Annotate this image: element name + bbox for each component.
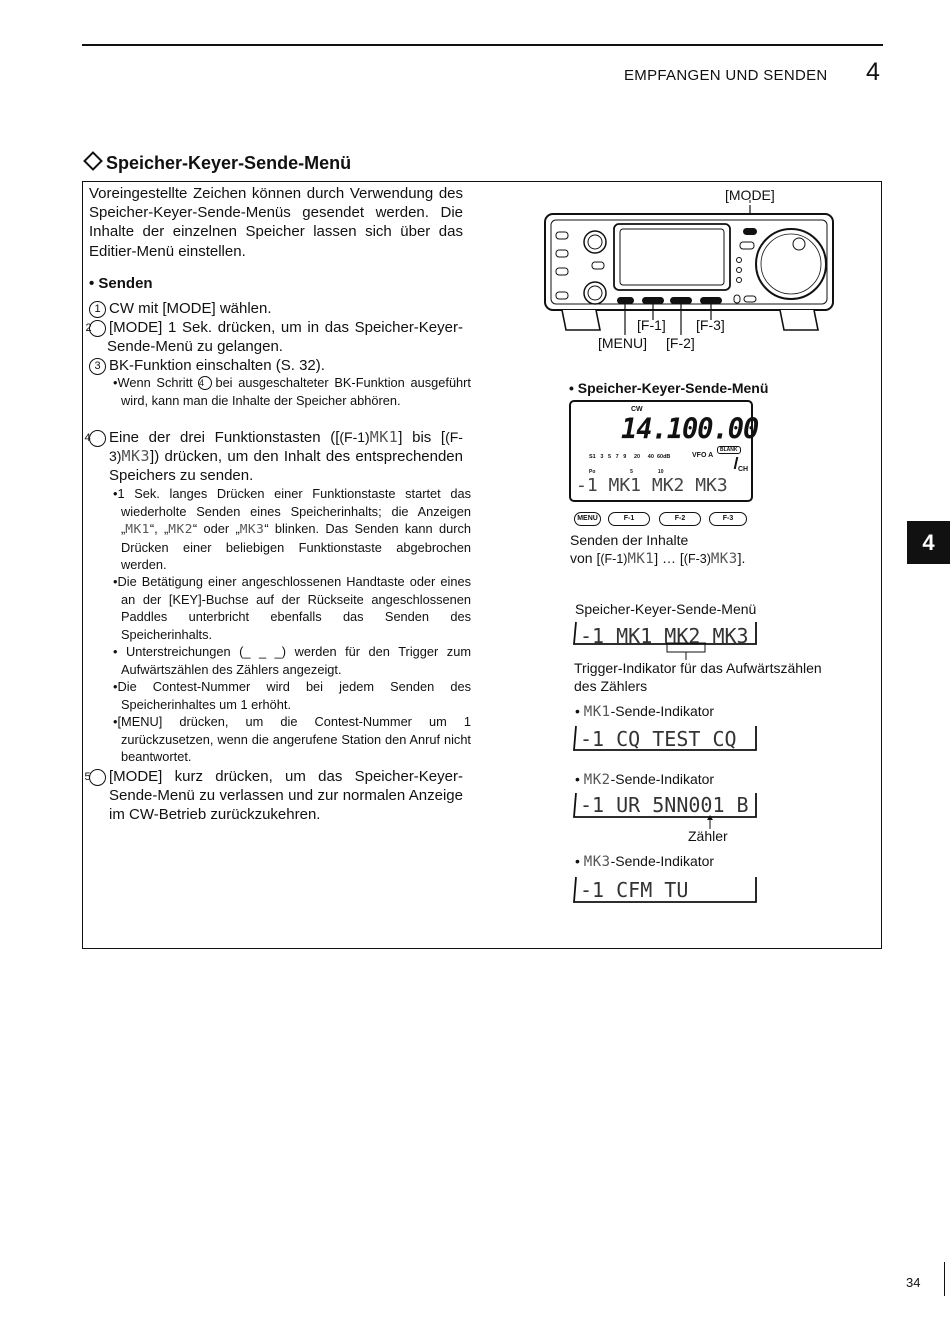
counter-label: Zähler xyxy=(688,828,728,844)
step-4-bullet-2: •Die Betätigung einer angeschlossenen Handtaste oder eines an der [KEY]-Buchse auf der Rückseite angeschlossenen Paddles unterbricht ebenfalls das Senden des Speicherinhalts. xyxy=(113,574,471,642)
example-mk3-line: -1 CFM TU xyxy=(580,878,689,902)
lcd-ch: CH xyxy=(738,466,749,473)
step-4-bullet-1: •1 Sek. langes Drücken einer Funktionstaste startet das wiederholte Senden eines Speicherinhalts; die Anzeigen „MK1“, „MK2“ oder „MK3“ blinken. Das Senden kann durch Drücken einer beliebigen Funktionstaste abgebrochen werden. xyxy=(113,486,471,573)
key-f2[interactable]: F-2 xyxy=(659,512,701,526)
lcd-mode: CW xyxy=(631,406,643,413)
mk2-caption: • MK2-Sende-Indikator xyxy=(575,771,715,788)
step-3-text: BK-Funktion einschalten (S. 32). xyxy=(109,357,325,374)
example-mk2-line: -1 UR 5NN001 B xyxy=(580,793,749,817)
lcd-frequency: 14.100.00 xyxy=(621,413,759,446)
senden-heading-text: Senden xyxy=(98,275,153,292)
f1-label: [F-1] xyxy=(637,317,666,333)
step-1 xyxy=(89,299,463,318)
step-2-number: 2 xyxy=(89,320,106,337)
lcd-blank: BLANK xyxy=(717,446,741,454)
chapter-number: 4 xyxy=(866,58,880,86)
display-note-line-1: Senden der Inhalte xyxy=(570,532,689,548)
s-meter-scale: S1 3 5 7 9 20 40 60dB xyxy=(589,454,671,460)
diamond-icon xyxy=(83,151,103,171)
lcd-vfo: VFO A xyxy=(692,452,714,459)
step-3-note: •Wenn Schritt 4 bei ausgeschalteter BK-Funktion ausgeführt wird, kann man die Inhalte der Speicher abhören. xyxy=(113,375,471,408)
example-mk1-line: -1 CQ TEST CQ xyxy=(580,727,737,751)
po-scale: Po 5 10 xyxy=(589,469,664,475)
mode-label: [MODE] xyxy=(725,187,775,203)
example-menu-line: -1 MK1 MK2 MK3 xyxy=(580,624,749,648)
mk1-caption: • MK1-Sende-Indikator xyxy=(575,703,715,720)
senden-heading: • Senden xyxy=(89,275,153,292)
step-2 xyxy=(85,318,463,356)
key-menu[interactable]: MENU xyxy=(574,512,601,526)
intro-paragraph: Voreingestellte Zeichen können durch Verwendung des Speicher-Keyer-Sende-Menüs gesendet werden. Die Inhalte der einzelnen Speicher lassen sich über das Editier-Menü einstellen. xyxy=(89,185,463,260)
section-title xyxy=(82,153,351,174)
step-5-text: [MODE] kurz drücken, um das Speicher-Keyer-Sende-Menü zu verlassen und zur normalen Anzeige im CW-Betrieb zurückzukehren. xyxy=(109,768,463,824)
mk3-caption: • MK3-Sende-Indikator xyxy=(575,853,715,870)
step-5-number: 5 xyxy=(89,769,106,786)
step-1-text: CW mit [MODE] wählen. xyxy=(109,300,272,317)
chapter-side-tab: 4 xyxy=(907,521,950,564)
step-1-number: 1 xyxy=(89,301,106,318)
section-title-text: Speicher-Keyer-Sende-Menü xyxy=(106,153,352,173)
display-caption: • Speicher-Keyer-Sende-Menü xyxy=(569,380,769,396)
f3-label: [F-3] xyxy=(696,317,725,333)
f2-label: [F-2] xyxy=(666,335,695,351)
key-f3[interactable]: F-3 xyxy=(709,512,747,526)
transceiver-illustration xyxy=(540,200,840,360)
step-4-bullet-3: • Unterstreichungen (_ _ _) werden für den Trigger zum Aufwärtszählen des Zählers angezeigt. xyxy=(113,644,471,677)
display-note xyxy=(570,532,745,568)
step-4-bullet-4: •Die Contest-Nummer wird bei jedem Senden des Speicherinhaltes um 1 erhöht. xyxy=(113,679,471,712)
page-number-rule xyxy=(944,1262,945,1296)
step-3-note-number: 4 xyxy=(198,376,212,390)
lcd-menu-line: -1 MK1 MK2 MK3 xyxy=(576,475,728,496)
step-4-number: 4 xyxy=(89,430,106,447)
chapter-title: EMPFANGEN UND SENDEN xyxy=(624,67,828,84)
trigger-indicator-note: Trigger-Indikator für das Aufwärtszählen des Zählers xyxy=(574,660,822,694)
step-2-text: [MODE] 1 Sek. drücken, um in das Speicher-Keyer-Sende-Menü zu gelangen. xyxy=(107,319,463,356)
key-f1[interactable]: F-1 xyxy=(608,512,650,526)
step-4: 4 Eine der drei Funktionstasten ([(F-1)MK1] bis [(F-3)MK3]) drücken, um den Inhalt des entsprechenden Speichers zu senden. xyxy=(84,428,463,485)
step-3-number: 3 xyxy=(89,358,106,375)
menu-label: [MENU] xyxy=(598,335,647,351)
lcd-display xyxy=(569,400,759,502)
header-rule xyxy=(82,44,883,46)
step-5 xyxy=(84,767,463,825)
page-number: 34 xyxy=(906,1275,921,1290)
examples-menu-title: Speicher-Keyer-Sende-Menü xyxy=(575,601,757,617)
step-3 xyxy=(89,356,463,375)
display-note-line-2: von [(F-1)MK1] … [(F-3)MK3]. xyxy=(570,549,746,567)
step-4-bullet-5: •[MENU] drücken, um die Contest-Nummer um 1 zurückzusetzen, wenn die angerufene Station den Anruf nicht beantwortet. xyxy=(113,714,471,765)
